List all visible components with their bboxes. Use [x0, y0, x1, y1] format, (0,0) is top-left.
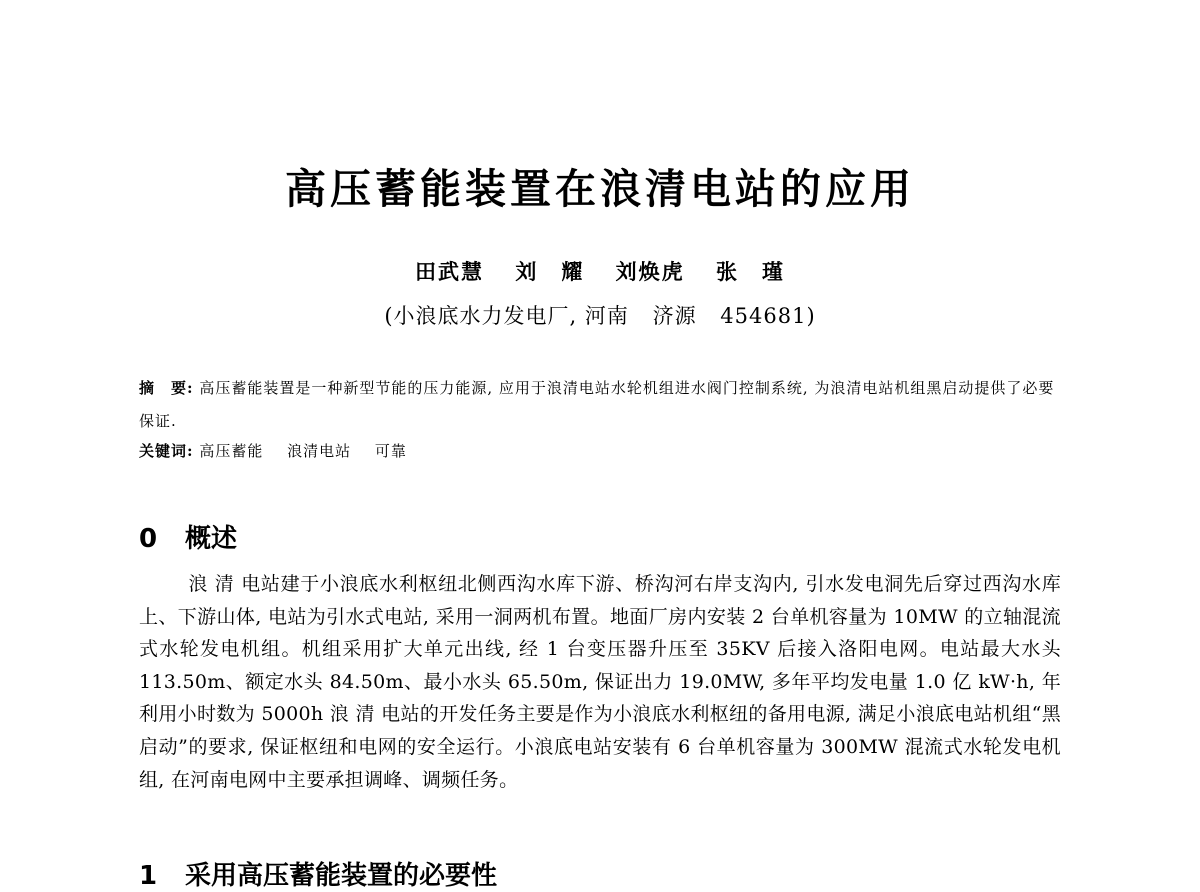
- author-name: 田武慧: [415, 259, 485, 284]
- affiliation-org: (小浪底水力发电厂, 河南: [384, 304, 629, 328]
- affiliation-city: 济源: [652, 304, 697, 328]
- abstract-text: 高压蓄能装置是一种新型节能的压力能源, 应用于浪清电站水轮机组进水阀门控制系统, 为浪清电站机组黑启动提供了必要保证.: [139, 379, 1055, 430]
- keyword: 浪清电站: [287, 442, 352, 460]
- section-body-overview: 浪 清 电站建于小浪底水利枢纽北侧西沟水库下游、桥沟河右岸支沟内, 引水发电洞先后穿过西沟水库上、下游山体, 电站为引水式电站, 采用一洞两机布置。地面厂房内安装 2 台单机容量为 10MW 的立轴混流式水轮发电机组。机组采用扩大单元出线, 经 1 台变压器升压至 35KV 后接入洛阳电网。电站最大水头 113.50m、额定水头 84.50m、最小水头 65.50m, 保证出力 19.0MW, 多年平均发电量 1.0 亿 kW·h, 年利用小时数为 5000h 浪 清 电站的开发任务主要是作为小浪底水利枢纽的备用电源, 满足小浪底电站机组“黑启动”的要求, 保证枢纽和电网的安全运行。小浪底电站安装有 6 台单机容量为 300MW 混流式水轮发电机组, 在河南电网中主要承担调峰、调频任务。: [139, 573, 1061, 791]
- author-list: [0, 256, 1200, 286]
- section-title: 采用高压蓄能装置的必要性: [185, 861, 498, 891]
- section-heading-necessity: [139, 855, 497, 892]
- section-number: 0: [139, 524, 158, 554]
- section-title: 概述: [185, 524, 238, 554]
- section-heading-overview: [139, 518, 237, 555]
- paper-title: 高压蓄能装置在浪清电站的应用: [285, 165, 915, 213]
- author-name: 张 瑾: [715, 259, 785, 284]
- section-number: 1: [139, 861, 158, 891]
- affiliation-postcode: 454681): [720, 304, 816, 328]
- abstract: [139, 372, 1061, 438]
- abstract-label: 摘 要:: [139, 379, 194, 397]
- affiliation: [0, 300, 1200, 330]
- keyword: 可靠: [374, 442, 407, 460]
- author-name: 刘 耀: [515, 259, 585, 284]
- author-name: 刘焕虎: [615, 259, 685, 284]
- keywords-label: 关键词:: [139, 442, 194, 460]
- keywords: [139, 437, 1061, 465]
- keyword: 高压蓄能: [199, 442, 264, 460]
